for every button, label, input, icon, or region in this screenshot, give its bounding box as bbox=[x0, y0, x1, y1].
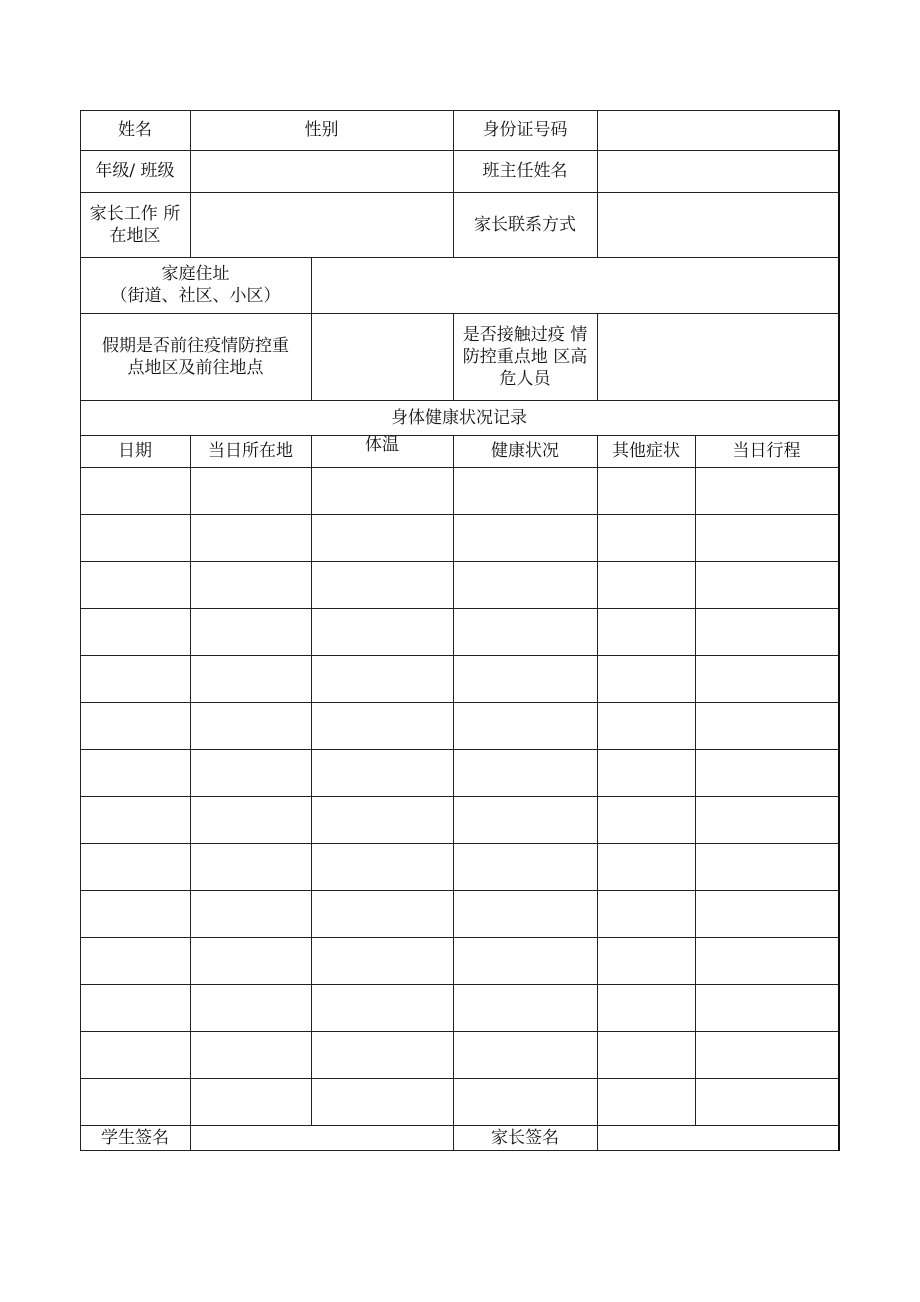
entry-cell-temperature[interactable] bbox=[311, 890, 453, 937]
label-line: （街道、社区、小区） bbox=[110, 286, 281, 306]
section-title: 身体健康状况记录 bbox=[391, 407, 527, 428]
entry-cell-health-status[interactable] bbox=[453, 514, 597, 561]
entry-cell-location[interactable] bbox=[190, 1031, 311, 1078]
entry-cell-itinerary[interactable] bbox=[695, 749, 838, 796]
entry-cell-health-status[interactable] bbox=[453, 749, 597, 796]
entry-cell-other-symptoms[interactable] bbox=[597, 1031, 695, 1078]
rule bbox=[838, 110, 840, 1151]
grade-class-field[interactable] bbox=[190, 150, 453, 192]
entry-cell-other-symptoms[interactable] bbox=[597, 937, 695, 984]
grade-class-label: 年级/ 班级 bbox=[95, 161, 175, 181]
holiday-travel-label bbox=[80, 313, 311, 400]
entry-cell-date[interactable] bbox=[80, 561, 190, 608]
entry-cell-temperature[interactable] bbox=[311, 796, 453, 843]
entry-cell-other-symptoms[interactable] bbox=[597, 561, 695, 608]
entry-cell-itinerary[interactable] bbox=[695, 467, 838, 514]
entry-cell-other-symptoms[interactable] bbox=[597, 796, 695, 843]
entry-cell-location[interactable] bbox=[190, 984, 311, 1031]
entry-cell-itinerary[interactable] bbox=[695, 937, 838, 984]
holiday-travel-field[interactable] bbox=[311, 313, 453, 400]
entry-cell-itinerary[interactable] bbox=[695, 1031, 838, 1078]
entry-cell-other-symptoms[interactable] bbox=[597, 749, 695, 796]
entry-cell-temperature[interactable] bbox=[311, 1078, 453, 1125]
parent-contact-label: 家长联系方式 bbox=[474, 214, 576, 235]
entry-cell-itinerary[interactable] bbox=[695, 843, 838, 890]
entry-cell-health-status[interactable] bbox=[453, 1031, 597, 1078]
entry-cell-health-status[interactable] bbox=[453, 843, 597, 890]
entry-cell-temperature[interactable] bbox=[311, 514, 453, 561]
label-line: 防控重点地 区高 bbox=[462, 346, 588, 367]
entry-cell-other-symptoms[interactable] bbox=[597, 514, 695, 561]
entry-cell-date[interactable] bbox=[80, 796, 190, 843]
entry-cell-location[interactable] bbox=[190, 1078, 311, 1125]
entry-cell-itinerary[interactable] bbox=[695, 984, 838, 1031]
entry-cell-temperature[interactable] bbox=[311, 1031, 453, 1078]
entry-cell-date[interactable] bbox=[80, 1031, 190, 1078]
id-number-field[interactable] bbox=[597, 110, 838, 150]
parent-work-region-field[interactable] bbox=[190, 192, 453, 257]
entry-cell-date[interactable] bbox=[80, 984, 190, 1031]
entry-cell-itinerary[interactable] bbox=[695, 561, 838, 608]
entry-cell-date[interactable] bbox=[80, 702, 190, 749]
entry-cell-temperature[interactable] bbox=[311, 749, 453, 796]
entry-cell-temperature[interactable] bbox=[311, 984, 453, 1031]
head-teacher-field[interactable] bbox=[597, 150, 838, 192]
label-line: 家长工作 所 bbox=[89, 203, 181, 224]
entry-cell-itinerary[interactable] bbox=[695, 655, 838, 702]
column-header-location: 当日所在地 bbox=[208, 441, 293, 461]
home-address-label bbox=[80, 257, 311, 313]
student-signature-label: 学生签名 bbox=[101, 1127, 169, 1148]
label-line: 假期是否前往疫情防控重 bbox=[102, 335, 289, 356]
entry-cell-health-status[interactable] bbox=[453, 467, 597, 514]
entry-cell-date[interactable] bbox=[80, 1078, 190, 1125]
entry-cell-date[interactable] bbox=[80, 843, 190, 890]
entry-cell-other-symptoms[interactable] bbox=[597, 702, 695, 749]
entry-cell-itinerary[interactable] bbox=[695, 1078, 838, 1125]
entry-cell-temperature[interactable] bbox=[311, 608, 453, 655]
entry-cell-other-symptoms[interactable] bbox=[597, 655, 695, 702]
student-signature-field[interactable] bbox=[190, 1125, 453, 1150]
column-header-other-symptoms: 其他症状 bbox=[612, 441, 680, 461]
entry-cell-itinerary[interactable] bbox=[695, 796, 838, 843]
entry-cell-itinerary[interactable] bbox=[695, 890, 838, 937]
entry-cell-location[interactable] bbox=[190, 843, 311, 890]
entry-cell-date[interactable] bbox=[80, 890, 190, 937]
entry-cell-location[interactable] bbox=[190, 749, 311, 796]
entry-cell-itinerary[interactable] bbox=[695, 702, 838, 749]
label-line: 是否接触过疫 情 bbox=[462, 324, 588, 345]
entry-cell-date[interactable] bbox=[80, 514, 190, 561]
entry-cell-location[interactable] bbox=[190, 608, 311, 655]
entry-cell-health-status[interactable] bbox=[453, 702, 597, 749]
label-line: 点地区及前往地点 bbox=[127, 357, 264, 378]
entry-cell-location[interactable] bbox=[190, 890, 311, 937]
gender-label: 性别 bbox=[304, 120, 339, 140]
entry-cell-temperature[interactable] bbox=[311, 937, 453, 984]
parent-work-region-label bbox=[80, 192, 190, 257]
entry-cell-health-status[interactable] bbox=[453, 1078, 597, 1125]
entry-cell-health-status[interactable] bbox=[453, 984, 597, 1031]
entry-cell-other-symptoms[interactable] bbox=[597, 843, 695, 890]
entry-cell-location[interactable] bbox=[190, 514, 311, 561]
entry-cell-temperature[interactable] bbox=[311, 702, 453, 749]
label-line: 家庭住址 bbox=[161, 264, 230, 284]
entry-cell-location[interactable] bbox=[190, 937, 311, 984]
entry-cell-temperature[interactable] bbox=[311, 561, 453, 608]
high-risk-contact-field[interactable] bbox=[597, 313, 838, 400]
entry-cell-itinerary[interactable] bbox=[695, 608, 838, 655]
entry-cell-other-symptoms[interactable] bbox=[597, 984, 695, 1031]
entry-cell-location[interactable] bbox=[190, 796, 311, 843]
entry-cell-location[interactable] bbox=[190, 467, 311, 514]
label-line: 在地区 bbox=[109, 225, 161, 246]
column-header-health-status: 健康状况 bbox=[491, 441, 559, 461]
entry-cell-date[interactable] bbox=[80, 467, 190, 514]
entry-cell-date[interactable] bbox=[80, 749, 190, 796]
entry-cell-health-status[interactable] bbox=[453, 655, 597, 702]
parent-signature-field[interactable] bbox=[597, 1125, 838, 1150]
entry-cell-date[interactable] bbox=[80, 655, 190, 702]
entry-cell-other-symptoms[interactable] bbox=[597, 1078, 695, 1125]
entry-cell-temperature[interactable] bbox=[311, 655, 453, 702]
entry-cell-health-status[interactable] bbox=[453, 890, 597, 937]
column-header-temperature: 体温 bbox=[365, 435, 399, 455]
entry-cell-health-status[interactable] bbox=[453, 796, 597, 843]
parent-contact-field[interactable] bbox=[597, 192, 838, 257]
entry-cell-health-status[interactable] bbox=[453, 937, 597, 984]
home-address-field[interactable] bbox=[311, 257, 838, 313]
rule bbox=[80, 1150, 840, 1151]
entry-cell-itinerary[interactable] bbox=[695, 514, 838, 561]
column-header-date: 日期 bbox=[118, 441, 152, 461]
head-teacher-label: 班主任姓名 bbox=[482, 161, 568, 181]
name-label: 姓名 bbox=[118, 120, 152, 140]
id-number-label: 身份证号码 bbox=[482, 120, 568, 140]
entry-cell-other-symptoms[interactable] bbox=[597, 467, 695, 514]
entry-cell-other-symptoms[interactable] bbox=[597, 890, 695, 937]
entry-cell-date[interactable] bbox=[80, 937, 190, 984]
parent-signature-label: 家长签名 bbox=[491, 1127, 559, 1148]
entry-cell-temperature[interactable] bbox=[311, 467, 453, 514]
entry-cell-health-status[interactable] bbox=[453, 608, 597, 655]
entry-cell-location[interactable] bbox=[190, 702, 311, 749]
entry-cell-location[interactable] bbox=[190, 561, 311, 608]
entry-cell-other-symptoms[interactable] bbox=[597, 608, 695, 655]
entry-cell-location[interactable] bbox=[190, 655, 311, 702]
high-risk-contact-label bbox=[453, 313, 597, 400]
entry-cell-temperature[interactable] bbox=[311, 843, 453, 890]
label-line: 危人员 bbox=[499, 368, 551, 389]
entry-cell-health-status[interactable] bbox=[453, 561, 597, 608]
entry-cell-date[interactable] bbox=[80, 608, 190, 655]
column-header-itinerary: 当日行程 bbox=[732, 441, 801, 461]
